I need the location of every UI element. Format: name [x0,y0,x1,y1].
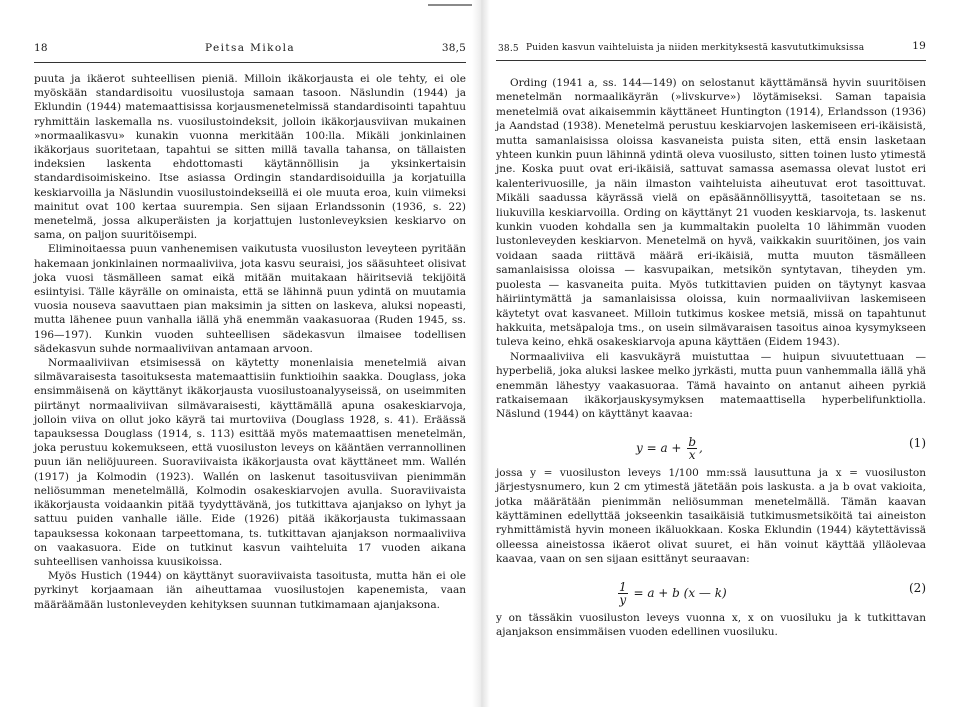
equation-1-lhs: y = a + [636,440,682,455]
equation-2 [496,572,926,606]
right-running-head [496,42,926,60]
right-page-number: 19 [912,40,926,52]
right-paragraph-2: Normaaliviiva eli kasvukäyrä muistuttaa — huipun sivuutettuaan — hyperbeliä, joka aluksi laskee melko jyrkästi, mutta puun vanhemmalla iällä yhä enemmän lähestyy vaakasuoraa. Tämä havainto on antanut aiheen pyrkiä ratkaisemaan ikäkorjauskysymyksen matemaattisella hyperbelifunktiolla. Näslund (1944) on käyttänyt kaavaa: [496,350,926,421]
right-head-rule [496,60,926,61]
equation-1-denominator: x [688,447,696,462]
right-running-title: Puiden kasvun vaihteluista ja niiden merkityksestä kasvututkimuksissa [526,43,865,53]
right-paragraph-1: Ording (1941 a, ss. 144—149) on selostanut käyttämänsä hyvin suuritöisen menetelmän normaalikäyrän (»livskurve») löytämiseksi. Saman tapaisia menetelmiä ovat aikaisemmin käyttäneet Huntington (1914), Erlandsson (1936) ja Aandstad (1938). Menetelmä perustuu keskiarvojen laskemiseen eri-ikäisistä, mutta samanlaisissa oloissa kasvaneista puista siten, että ensin lasketaan yhteen kunkin puun lähinnä ydintä oleva vuosilusto, sitten toinen lusto ytimestä jne. Koska puut ovat eri-ikäisiä, sattuvat samassa asemassa olevat lustot eri kalenterivuosille, ja näin ilmaston vaihteluista aiheutuvat erot tasoittuvat. Mikäli saadussa käyrässä vielä on epäsäännöllisyyttä, tasoitetaan se ns. liukuvilla keskiarvoilla. Ording on käyttänyt 21 vuoden keskiarvoja, ts. laskenut kunkin vuoden kohdalla sen ja kummaltakin puolelta 10 lähimmän vuoden lustonleveyden keskiarvon. Menetelmä on hyvä, vaikkakin suuritöinen, jos vain voidaan saada riittävä määrä eri-ikäisiä, mutta muuton täsmälleen samanlaisissa oloissa — kasvupaikan, metsikön syntytavan, tiheyden ym. puolesta — kasvaneita puita. Myös tutkittavien puiden on täytynyt kasvaa häiriintymättä ja samanlaisissa oloissa, kuin normaaliviivan laskemiseen käytetyt ovat kasvaneet. Milloin tutkimus koskee metsiä, missä on tapahtunut hakkuita, metsäpaloja tms., on usein silmävaraisen tasoitus ainoa kysymykseen tuleva keino, ehkä osakeskiarvoja apuna käyttäen (Eidem 1943). [496,77,926,349]
right-paragraph-3: jossa y = vuosiluston leveys 1/100 mm:ssä lausuttuna ja x = vuosiluston järjestysnumero, kun 2 cm ytimestä jätetään pois laskusta. a ja b ovat vakioita, jotka määrätään pienimmän neliösumman menetelmällä. Tämän kaavan käyttäminen edellyttää jokseenkin tasaikäisiä tutkimusmetsiköitä tai aineiston ryhmittämistä hyvin moneen ikäluokkaan. Koska Eklundin (1944) käytettävissä olleessa aineistossa ikäerot olivat suuret, ei hän voinut käyttää ylläolevaa kaavaa, vaan on sen sijaan esittänyt seuraavan: [496,466,926,566]
page-gutter [472,0,490,707]
equation-1-fraction [687,436,697,461]
left-paragraph-1: puuta ja ikäerot suhteellisen pieniä. Milloin ikäkorjausta ei ole tehty, ei ole myöskään standardisoitu vuosilustoja samaan tasoon. Näslundin (1944) ja Eklundin (1944) matemaattisissa korjausmenetelmissä standardisointi tapahtuu ryhmittäin laskemalla ns. vuosilustoindeksit, jolloin ikäkorjausviivan mukainen »normaalikasvu» kunakin vuonna merkitään 100:lla. Mikäli jonkinlainen ikäkorjaus suoritetaan, tapahtui se sitten millä tavalla tahansa, on tällaisten indeksien laskenta ehdottomasti käytännöllisin ja yksinkertaisin standardisoimiskeino. Itse asiassa Ordingin standardisoiduilla ja korjatuilla keskiarvoilla ja Näslundin vuosilustoindekseillä ei ole muuta eroa, kuin viimeksi mainitut ovat 100 kertaa suurempia. Sen sijaan Erlandssonin (1936, s. 22) menetelmä, jossa alkuperäisten ja korjattujen lustonleveyksien keskiarvo on sama, on paljon suuritöisempi. [34,73,466,242]
equation-1-numerator: b [688,434,697,449]
equation-2-rhs: = a + b (x — k) [633,585,727,600]
left-paragraph-4: Myös Hustich (1944) on käyttänyt suoraviivaista tasoitusta, mutta hän ei ole pyrkinyt korjaamaan iän aiheuttamaa vuosilustojen kapenemista, vaan määräämään lustonleveyden kehityksen suunnan tutkimamaan ajanjaksona. [34,570,466,611]
equation-1 [496,427,926,461]
equation-1-label: (1) [909,435,926,450]
equation-2-numerator: 1 [619,579,627,594]
left-paragraph-2: Eliminoitaessa puun vanhenemisen vaikutusta vuosiluston leveyteen pyritään hakemaan jonkinlainen normaaliviiva, jota kasvu seuraisi, jos sääsuhteet olisivat joka vuosi täsmälleen samat eikä mitään muitakaan häiritseviä tekijöitä esiintyisi. Tälle käyrälle on ominaista, että se lähinnä puun ydintä on muutamia vuosia nouseva saavuttaen pian maksimin ja sitten on laskeva, aluksi nopeasti, mutta lähenee puun vanhalla iällä yhä enemmän vaakasuoraa (Ruden 1945, ss. 196—197). Kunkin vuoden suhteellisen sädekasvun ilmaisee todellisen sädekasvun suhde normaaliviivan antamaan arvoon. [34,243,466,355]
right-body [496,76,926,639]
right-paragraph-4: y on tässäkin vuosiluston leveys vuonna x, x on vuosiluku ja k tutkittavan ajanjakson ensimmäisen vuoden edellinen vuosiluku. [496,611,926,638]
left-page-number: 18 [34,42,48,54]
equation-2-expression [616,581,727,606]
equation-1-expression [636,436,703,461]
equation-2-label: (2) [909,580,926,595]
equation-2-fraction [618,581,628,606]
left-body [34,72,466,612]
equation-2-denominator: y [619,592,627,607]
equation-1-tail: , [699,440,703,455]
left-right-marker: 38,5 [441,42,466,54]
right-volume-marker: 38.5 [498,44,519,54]
left-paragraph-3: Normaaliviivan etsimisessä on käytetty monenlaisia menetelmiä aivan silmävaraisesta tasoituksesta matemaattisiin funktioihin saakka. Douglass, joka ensimmäisenä on käyttänyt ikäkorjausta vuosilustoanalyyseissä, on useimmiten piirtänyt normaaliviivan silmävaraisesti, käyttämällä apuna osakeskiarvoja, jolloin viiva on ollut joko käyrä tai murtoviiva (Douglass 1928, s. 41). Eräässä tapauksessa Douglass (1914, s. 113) esittää myös matemaattisen menetelmän, joka perustuu kokemukseen, että vuosiluston leveys on kääntäen verrannollinen puun iän neliöjuureen. Suoraviivaista ikäkorjausta ovat käyttäneet mm. Wallén (1917) ja Kolmodin (1923). Wallén on laskenut tasoitusviivan pienimmän neliösumman menetelmällä, Kolmodin osakeskiarvojen avulla. Suoraviivaista ikäkorjausta voidaankin pitää tyydyttävänä, jos tutkittava ajanjakso on lyhyt ja sattuu puiden vanhalle iälle. Eide (1926) pitää ikäkorjausta tukimassaan tapauksessa kokonaan tarpeettomana, ts. tutkittavan ajanjakson normaaliviiva on vaakasuora. Eide on tutkinut kasvun vaihteluita 17 vuoden aikana suhteellisen vanhoissa kuusikoissa. [34,357,466,568]
left-head-rule [34,62,466,63]
left-running-title: Peitsa Mikola [205,42,295,54]
left-running-head [34,42,466,60]
